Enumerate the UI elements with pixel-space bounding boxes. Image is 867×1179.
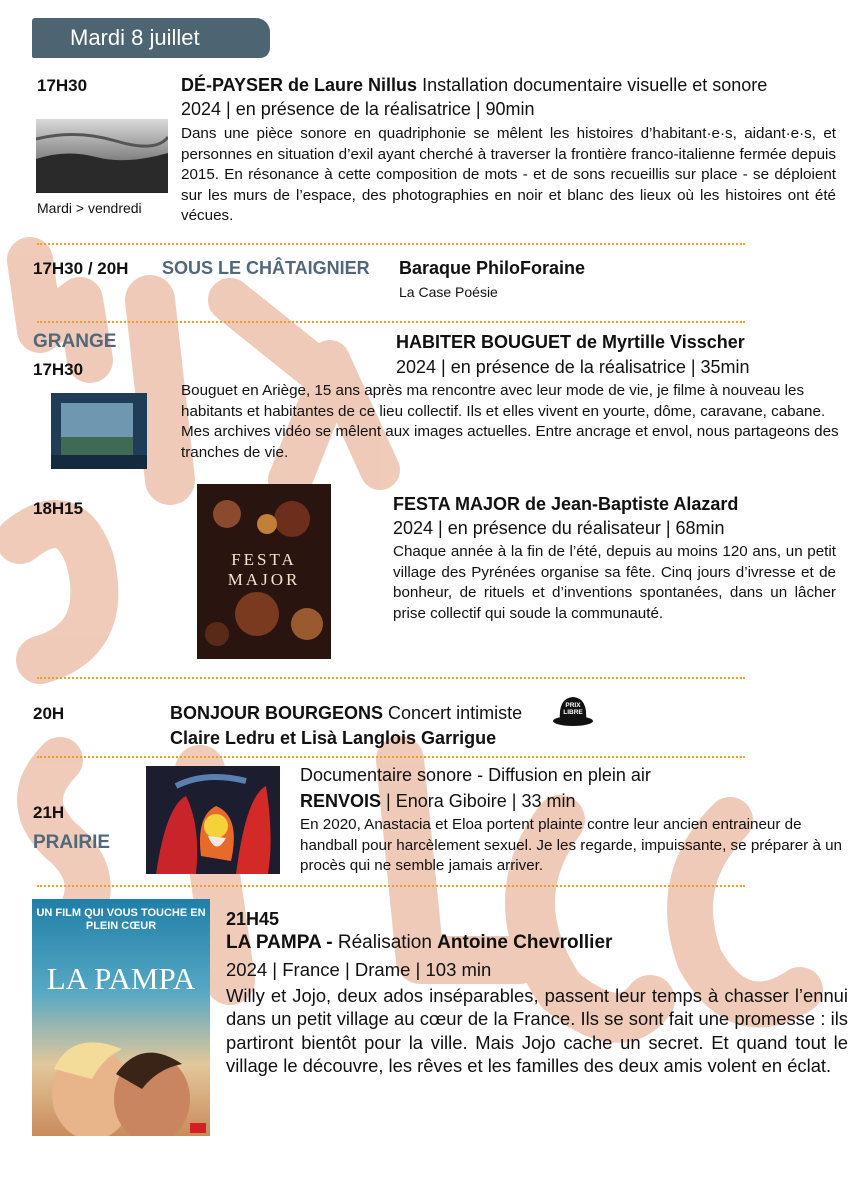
event-period: Mardi > vendredi bbox=[37, 200, 142, 216]
event-meta: 2024 | en présence de la réalisatrice | 90min bbox=[181, 99, 535, 119]
event-venue: PRAIRIE bbox=[33, 832, 111, 853]
event-meta: 2024 | en présence du réalisateur | 68min bbox=[393, 518, 725, 538]
event-photo bbox=[51, 393, 147, 469]
event-meta: | Enora Giboire | 33 min bbox=[381, 791, 576, 811]
event-title-line bbox=[226, 932, 612, 954]
event-time: 21H45 bbox=[226, 909, 280, 929]
event-time: 20H bbox=[33, 704, 65, 723]
event-title: HABITER BOUGUET de Myrtille Visscher bbox=[396, 332, 745, 352]
event-description: Bouguet en Ariège, 15 ans après ma rencontre avec leur mode de vie, je filme à nouveau les habitants et habitantes de ce lieu collectif. Ils et elles vivent en yourte, dôme, caravane, cabane. Mes archives vidéo se mêlent aux images actuelles. Entre ancrage et envol, nous partageons des tranches de vie. bbox=[181, 382, 839, 461]
event-poster bbox=[197, 484, 331, 659]
event-venue: SOUS LE CHÂTAIGNIER bbox=[162, 258, 370, 278]
separator bbox=[37, 321, 745, 323]
event-photo bbox=[146, 766, 280, 874]
poster-tagline: UN FILM QUI VOUS TOUCHE EN PLEIN CŒUR bbox=[36, 907, 206, 932]
poster-title: FESTA MAJOR bbox=[227, 550, 301, 589]
event-time: 18H15 bbox=[33, 499, 84, 518]
event-credit-label: Réalisation bbox=[337, 932, 438, 953]
event-type: Installation documentaire visuelle et sonore bbox=[422, 75, 768, 95]
event-time: 21H bbox=[33, 803, 65, 822]
event-title: RENVOIS bbox=[300, 791, 382, 811]
prix-libre-hat-icon bbox=[552, 694, 594, 728]
event-venue: GRANGE bbox=[33, 331, 117, 352]
separator bbox=[37, 243, 745, 245]
event-title: Baraque PhiloForaine bbox=[399, 258, 586, 278]
event-title: FESTA MAJOR de Jean-Baptiste Alazard bbox=[393, 494, 739, 514]
event-meta: 2024 | France | Drame | 103 min bbox=[226, 959, 492, 980]
poster-title: LA PAMPA bbox=[46, 961, 196, 996]
event-performers: Claire Ledru et Lisà Langlois Garrigue bbox=[170, 728, 497, 748]
event-poster bbox=[32, 899, 210, 1136]
event-photo bbox=[36, 119, 168, 193]
event-description: En 2020, Anastacia et Eloa portent plainte contre leur ancien entraineur de handball pour harcèlement sexuel. Je les regarde, impuissante, se préparer à un procès qui ne semble jamais arriver. bbox=[300, 816, 843, 875]
event-director: Antoine Chevrollier bbox=[437, 932, 613, 953]
separator bbox=[37, 756, 745, 758]
event-type: Concert intimiste bbox=[388, 703, 523, 723]
event-title: DÉ-PAYSER de Laure Nillus bbox=[181, 75, 418, 95]
event-time: 17H30 / 20H bbox=[33, 259, 129, 278]
event-subtitle: La Case Poésie bbox=[399, 284, 498, 300]
prix-libre-badge: PRIX LIBRE bbox=[563, 702, 583, 716]
event-title-line bbox=[300, 790, 575, 812]
separator bbox=[37, 885, 745, 887]
event-meta: 2024 | en présence de la réalisatrice | 35min bbox=[396, 357, 750, 377]
event-description: Dans une pièce sonore en quadriphonie se mêlent les histoires d’habitant·e·s, aidant·e·s, et personnes en situation d’exil ayant cherché à traverser la frontière franco-italienne fermée depuis 2015. En résonance à cette composition de mots - et de sons recueillis sur place - se déploient sur les murs de l’espace, des photographies en noir et blanc des lieux où les histoires ont été vécues. bbox=[181, 125, 836, 225]
event-type: Documentaire sonore - Diffusion en plein air bbox=[300, 765, 651, 785]
event-description: Chaque année à la fin de l’été, depuis au moins 120 ans, un petit village des Pyrénées organise sa fête. Cinq jours d’ivresse et de bonheur, de rituels et d’inventions spontanées, dans un lâcher prise collectif qui soude la communauté. bbox=[393, 543, 836, 622]
separator bbox=[37, 677, 745, 679]
event-time: 17H30 bbox=[33, 360, 84, 379]
event-title-line bbox=[170, 702, 522, 724]
event-time: 17H30 bbox=[37, 76, 88, 95]
event-title-line bbox=[181, 74, 841, 96]
event-description: Willy et Jojo, deux ados inséparables, passent leur temps à chasser l’ennui dans un petit village au cœur de la France. Ils se sont fait une promesse : ils partiront bientôt pour la ville. Mais Jojo cache un secret. Et quand tout le village le découvre, les rêves et les familles des deux amis volent en éclat. bbox=[226, 985, 848, 1076]
date-banner bbox=[32, 18, 270, 58]
date-label: Mardi 8 juillet bbox=[70, 25, 200, 50]
event-title: BONJOUR BOURGEONS bbox=[170, 703, 384, 723]
event-title: LA PAMPA - bbox=[226, 932, 338, 953]
